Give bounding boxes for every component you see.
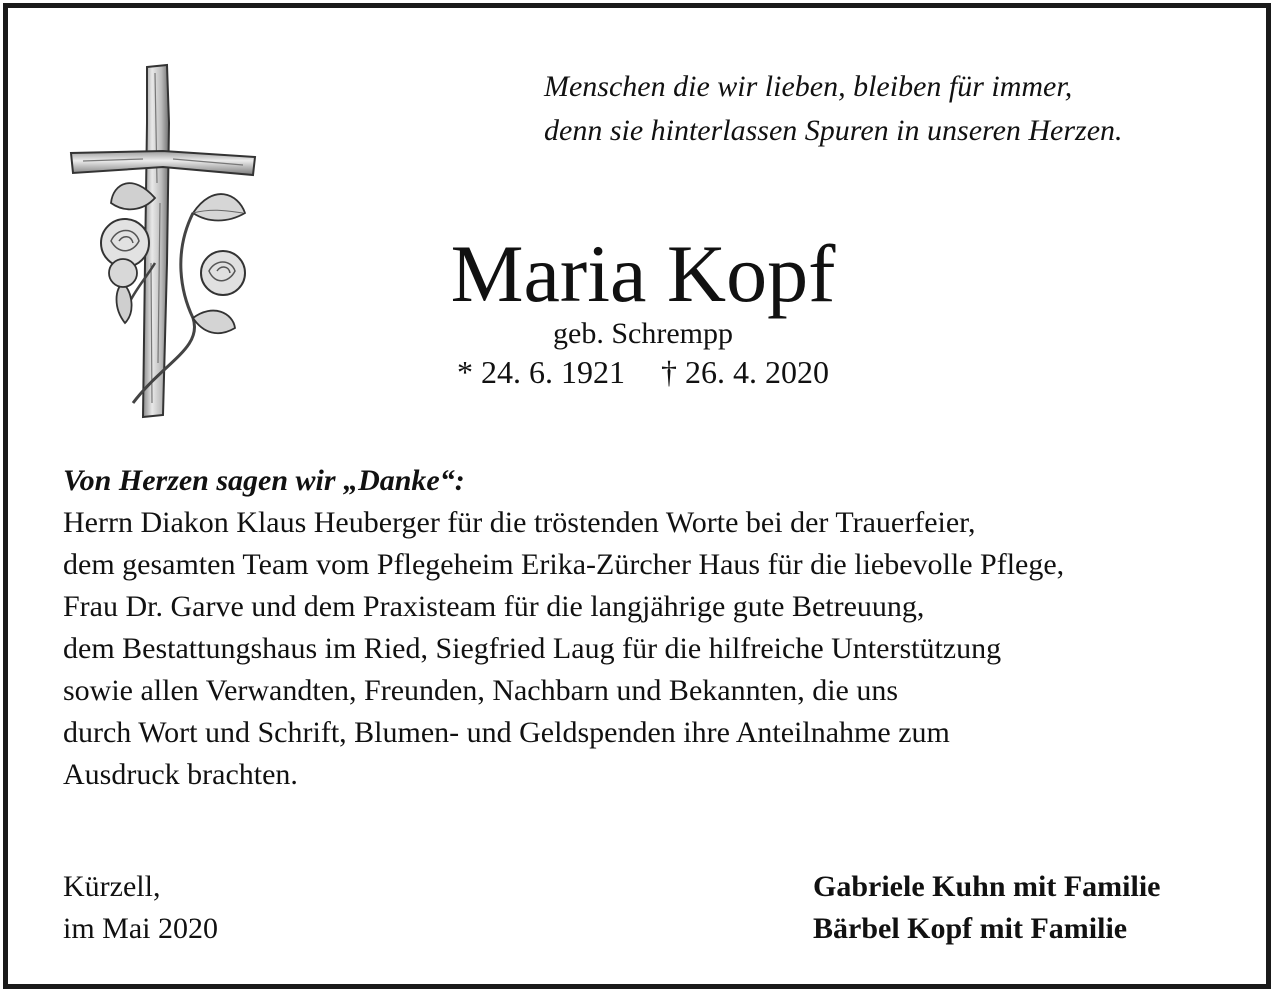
thanks-line: Herrn Diakon Klaus Heuberger für die tröstenden Worte bei der Trauerfeier,: [63, 506, 976, 539]
thanks-line: dem gesamten Team vom Pflegeheim Erika-Zürcher Haus für die liebevolle Pflege,: [63, 548, 1065, 581]
birth-date: * 24. 6. 1921: [457, 354, 625, 390]
place-line-1: Kürzell,: [63, 870, 161, 903]
quote-line-1: Menschen die wir lieben, bleiben für immer,: [544, 70, 1073, 103]
signers: [813, 866, 1160, 950]
thanks-line: sowie allen Verwandten, Freunden, Nachbarn und Bekannten, die uns: [63, 674, 899, 707]
deceased-name: Maria Kopf: [450, 228, 836, 319]
life-dates: [308, 352, 978, 392]
maiden-name: geb. Schrempp: [553, 317, 733, 350]
signer: Bärbel Kopf mit Familie: [813, 912, 1128, 945]
death-date: † 26. 4. 2020: [661, 354, 829, 390]
thanks-section: [63, 460, 1064, 796]
place-date: [63, 866, 218, 950]
thanks-line: dem Bestattungshaus im Ried, Siegfried Laug für die hilfreiche Unterstützung: [63, 632, 1002, 665]
signer: Gabriele Kuhn mit Familie: [813, 870, 1161, 903]
thanks-line: Ausdruck brachten.: [63, 758, 298, 791]
thanks-heading: Von Herzen sagen wir „Danke“:: [63, 464, 465, 497]
obituary-frame: [3, 3, 1271, 989]
deceased-block: [308, 226, 978, 392]
memorial-quote: [544, 65, 1123, 153]
cross-with-roses-icon: [63, 63, 263, 423]
quote-line-2: denn sie hinterlassen Spuren in unseren Herzen.: [544, 114, 1123, 147]
thanks-line: durch Wort und Schrift, Blumen- und Geldspenden ihre Anteilnahme zum: [63, 716, 950, 749]
place-line-2: im Mai 2020: [63, 912, 218, 945]
thanks-line: Frau Dr. Garve und dem Praxisteam für die langjährige gute Betreuung,: [63, 590, 925, 623]
